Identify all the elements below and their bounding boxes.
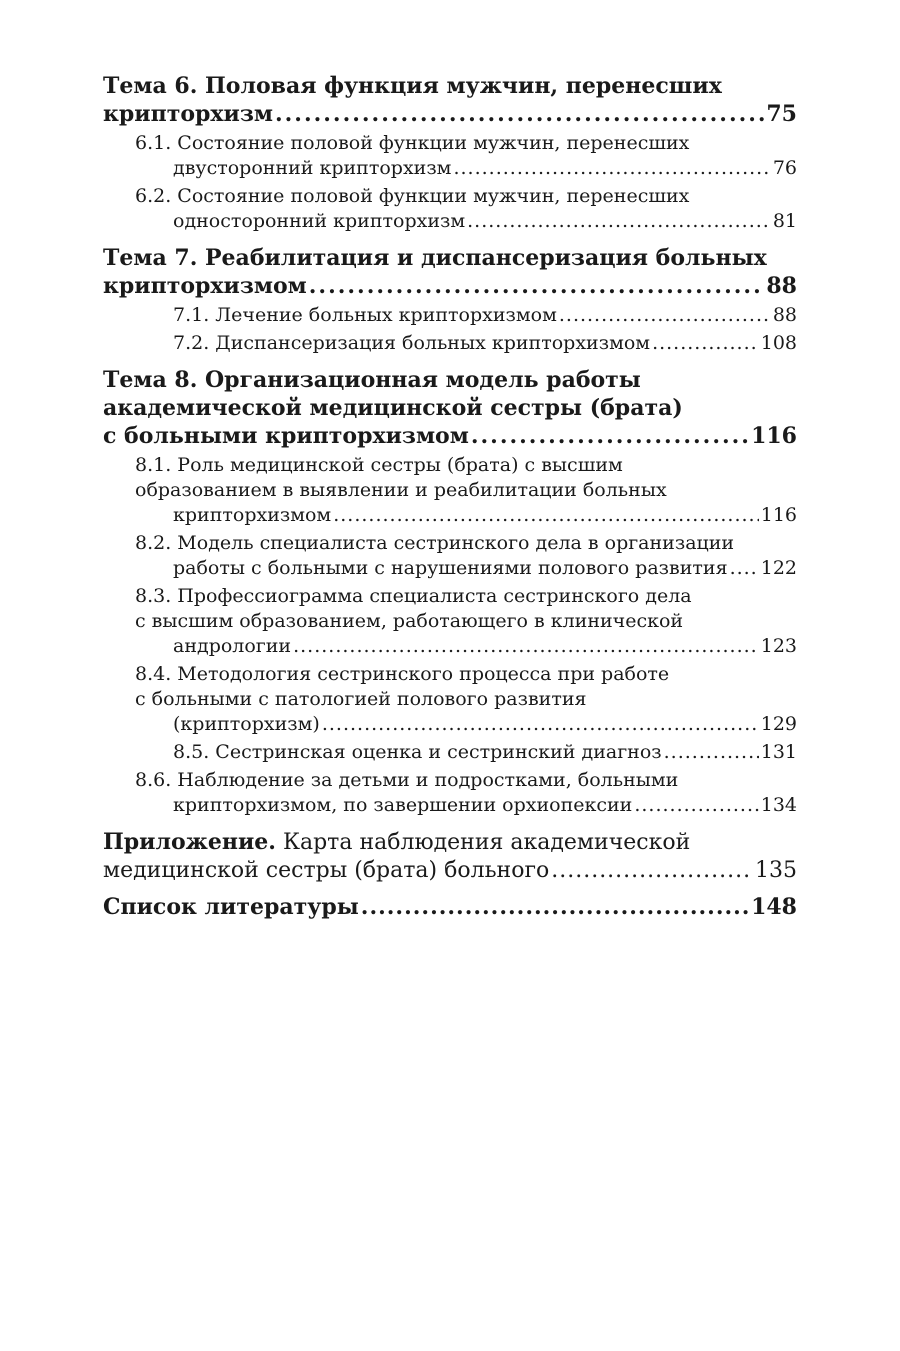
dot-leader <box>322 712 759 737</box>
toc-item-8-3 <box>135 584 797 659</box>
bibliography-label: Список литературы <box>103 894 359 920</box>
item-8-5-leader-line <box>173 740 797 765</box>
topic-7-title <box>103 244 797 300</box>
dot-leader <box>634 793 758 818</box>
toc-item-8-1 <box>135 453 797 528</box>
item-7-2-line1: 7.2. Диспансеризация больных крипторхизмом <box>173 332 651 354</box>
appendix-line1-rest: Карта наблюдения академической <box>275 830 691 855</box>
dot-leader <box>652 331 759 356</box>
item-8-4-line1: 8.4. Методология сестринского процесса при работе <box>135 663 670 685</box>
item-6-2-leader-line <box>173 209 797 234</box>
item-7-1-leader-line <box>173 303 797 328</box>
item-8-6-line2: крипторхизмом, по завершении орхиопексии <box>173 794 633 816</box>
item-7-2-leader-line <box>173 331 797 356</box>
toc-bibliography <box>103 893 797 921</box>
topic-7-title-leader-line <box>103 272 797 300</box>
dot-leader <box>309 272 765 300</box>
dot-leader <box>471 422 749 450</box>
topic-6-page: 75 <box>766 101 797 127</box>
topic-6-title-line1: Тема 6. Половая функция мужчин, перенесших <box>103 73 722 99</box>
item-8-6-page: 134 <box>760 794 797 816</box>
topic-7-title-line1: Тема 7. Реабилитация и диспансеризация больных <box>103 245 767 271</box>
dot-leader <box>664 740 759 765</box>
item-8-3-line2: с высшим образованием, работающего в клинической <box>135 610 684 632</box>
appendix-leader-line <box>103 857 797 885</box>
toc-item-8-5 <box>135 740 797 765</box>
toc-topic-6 <box>103 72 797 234</box>
item-7-1-page: 88 <box>772 304 797 326</box>
appendix-label: Приложение. <box>103 829 276 855</box>
item-8-1-leader-line <box>173 503 797 528</box>
appendix-line1 <box>103 828 797 857</box>
item-8-2-line1: 8.2. Модель специалиста сестринского дела в организации <box>135 532 735 554</box>
item-6-2-line1: 6.2. Состояние половой функции мужчин, перенесших <box>135 185 690 207</box>
dot-leader <box>559 303 771 328</box>
topic-8-title-line3: с больными крипторхизмом <box>103 423 469 449</box>
item-8-3-line1: 8.3. Профессиограмма специалиста сестринского дела <box>135 585 692 607</box>
dot-leader <box>453 156 770 181</box>
toc-item-6-1 <box>135 131 797 181</box>
item-8-1-line1: 8.1. Роль медицинской сестры (брата) с высшим <box>135 454 623 476</box>
item-8-3-line3: андрологии <box>173 635 292 657</box>
item-8-1-page: 116 <box>760 504 797 526</box>
item-8-5-line1: 8.5. Сестринская оценка и сестринский диагноз <box>173 741 662 763</box>
item-8-6-leader-line <box>173 793 797 818</box>
toc-topic-7 <box>103 244 797 356</box>
item-6-1-line1: 6.1. Состояние половой функции мужчин, перенесших <box>135 132 690 154</box>
table-of-contents <box>103 72 797 921</box>
topic-6-title-leader-line <box>103 100 797 128</box>
toc-item-8-2 <box>135 531 797 581</box>
item-8-4-line3: (крипторхизм) <box>173 713 320 735</box>
item-6-2-line2: односторонний крипторхизм <box>173 210 466 232</box>
dot-leader <box>730 556 759 581</box>
item-8-1-line3: крипторхизмом <box>173 504 332 526</box>
item-8-3-page: 123 <box>760 635 797 657</box>
item-7-1-line1: 7.1. Лечение больных крипторхизмом <box>173 304 557 326</box>
toc-item-8-6 <box>135 768 797 818</box>
toc-appendix <box>103 828 797 885</box>
dot-leader <box>275 100 764 128</box>
appendix-line2: медицинской сестры (брата) больного <box>103 858 550 883</box>
item-8-4-leader-line <box>173 712 797 737</box>
toc-item-8-4 <box>135 662 797 737</box>
item-8-4-page: 129 <box>760 713 797 735</box>
topic-7-title-line2: крипторхизмом <box>103 273 307 299</box>
toc-topic-8 <box>103 366 797 818</box>
topic-8-title-line2: академической медицинской сестры (брата) <box>103 395 683 421</box>
item-8-5-page: 131 <box>760 741 797 763</box>
topic-8-title <box>103 366 797 450</box>
item-8-2-line2: работы с больными с нарушениями полового развития <box>173 557 728 579</box>
dot-leader <box>293 634 759 659</box>
dot-leader <box>551 857 753 885</box>
dot-leader <box>333 503 759 528</box>
item-7-2-page: 108 <box>760 332 797 354</box>
item-8-4-line2: с больными с патологией полового развития <box>135 688 587 710</box>
item-6-1-line2: двусторонний крипторхизм <box>173 157 452 179</box>
toc-item-7-2 <box>135 331 797 356</box>
bibliography-leader-line <box>103 893 797 921</box>
item-8-2-leader-line <box>173 556 797 581</box>
item-8-3-leader-line <box>173 634 797 659</box>
topic-6-title-line2: крипторхизм <box>103 101 273 127</box>
item-6-1-leader-line <box>173 156 797 181</box>
appendix-page: 135 <box>755 858 797 883</box>
item-6-1-page: 76 <box>772 157 797 179</box>
topic-8-page: 116 <box>751 423 797 449</box>
toc-item-7-1 <box>135 303 797 328</box>
topic-6-title <box>103 72 797 128</box>
topic-8-title-line1: Тема 8. Организационная модель работы <box>103 367 641 393</box>
topic-7-page: 88 <box>766 273 797 299</box>
item-8-2-page: 122 <box>760 557 797 579</box>
bibliography-page: 148 <box>751 894 797 920</box>
item-8-6-line1: 8.6. Наблюдение за детьми и подростками, больными <box>135 769 679 791</box>
topic-8-title-leader-line <box>103 422 797 450</box>
item-8-1-line2: образованием в выявлении и реабилитации больных <box>135 479 667 501</box>
dot-leader <box>467 209 771 234</box>
toc-item-6-2 <box>135 184 797 234</box>
dot-leader <box>361 893 749 921</box>
item-6-2-page: 81 <box>772 210 797 232</box>
